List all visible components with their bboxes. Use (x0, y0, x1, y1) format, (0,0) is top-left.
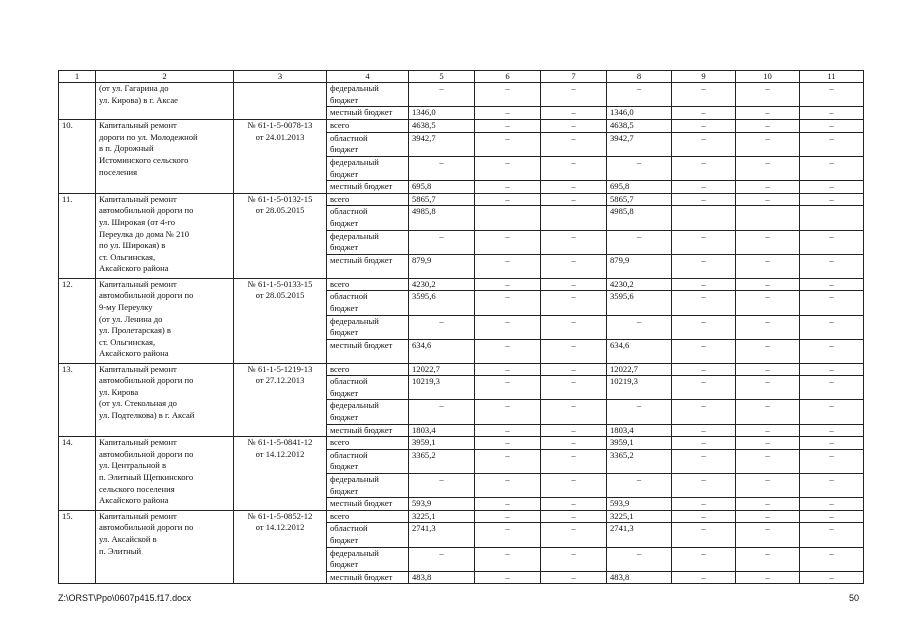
amount-cell: – (541, 107, 607, 120)
work-description: Капитальный ремонт дороги по ул. Молодежной в п. Дорожный Истоминского сельского поселения (96, 120, 234, 194)
amount-cell: – (541, 376, 607, 400)
table-row (59, 363, 864, 376)
amount-cell: – (672, 120, 736, 133)
file-path: Z:\ORST\Ppo\0607p415.f17.docx (58, 593, 192, 603)
amount-cell: – (607, 315, 672, 339)
amount-cell: – (736, 376, 800, 400)
amount-cell: 4985,8 (607, 206, 672, 230)
amount-cell: – (800, 547, 864, 571)
column-number-row (59, 71, 864, 83)
amount-cell: – (800, 474, 864, 498)
budget-table (58, 70, 864, 584)
amount-cell: – (541, 523, 607, 547)
amount-cell (736, 206, 800, 230)
amount-cell: – (800, 523, 864, 547)
funding-source: всего (327, 510, 409, 523)
table-row (59, 120, 864, 133)
amount-cell: – (672, 291, 736, 315)
amount-cell: – (736, 230, 800, 254)
amount-cell: – (736, 339, 800, 363)
amount-cell: – (800, 449, 864, 473)
amount-cell: – (736, 498, 800, 511)
amount-cell: – (541, 230, 607, 254)
amount-cell: 1803,4 (409, 424, 475, 437)
funding-source: местный бюджет (327, 107, 409, 120)
amount-cell: – (800, 132, 864, 156)
column-number-5: 5 (409, 71, 475, 83)
page-number: 50 (848, 593, 859, 603)
amount-cell: – (672, 437, 736, 450)
amount-cell: – (800, 83, 864, 107)
amount-cell: – (607, 474, 672, 498)
amount-cell: – (672, 498, 736, 511)
table-body (59, 71, 864, 584)
amount-cell: 10219,3 (607, 376, 672, 400)
amount-cell: – (541, 571, 607, 584)
amount-cell: 483,8 (607, 571, 672, 584)
row-number: 13. (59, 363, 96, 437)
amount-cell: 3595,6 (607, 291, 672, 315)
amount-cell: – (736, 254, 800, 278)
amount-cell: – (800, 193, 864, 206)
amount-cell: – (736, 278, 800, 291)
amount-cell: 12022,7 (607, 363, 672, 376)
amount-cell: – (541, 315, 607, 339)
amount-cell: 634,6 (409, 339, 475, 363)
amount-cell: – (672, 376, 736, 400)
amount-cell: – (800, 107, 864, 120)
funding-source: областной бюджет (327, 449, 409, 473)
amount-cell: – (800, 156, 864, 180)
funding-source: федеральный бюджет (327, 400, 409, 424)
funding-source: всего (327, 363, 409, 376)
amount-cell: – (672, 571, 736, 584)
amount-cell: – (475, 363, 541, 376)
amount-cell: 695,8 (607, 181, 672, 194)
amount-cell: – (409, 400, 475, 424)
amount-cell: – (800, 181, 864, 194)
amount-cell: – (475, 107, 541, 120)
amount-cell: – (541, 547, 607, 571)
amount-cell: – (475, 571, 541, 584)
amount-cell: – (475, 230, 541, 254)
expertise-number: № 61-1-5-0132-15 от 28.05.2015 (234, 193, 327, 278)
amount-cell: – (736, 363, 800, 376)
expertise-number (234, 83, 327, 120)
amount-cell: – (541, 424, 607, 437)
amount-cell: – (475, 339, 541, 363)
funding-source: областной бюджет (327, 291, 409, 315)
amount-cell: – (409, 474, 475, 498)
funding-source: местный бюджет (327, 498, 409, 511)
amount-cell: 4985,8 (409, 206, 475, 230)
amount-cell: – (736, 547, 800, 571)
row-number: 10. (59, 120, 96, 194)
amount-cell: – (672, 132, 736, 156)
amount-cell: – (736, 474, 800, 498)
amount-cell: – (607, 400, 672, 424)
amount-cell: 2741,3 (409, 523, 475, 547)
amount-cell: – (475, 547, 541, 571)
funding-source: областной бюджет (327, 523, 409, 547)
amount-cell: – (475, 474, 541, 498)
expertise-number: № 61-1-5-0133-15 от 28.05.2015 (234, 278, 327, 363)
amount-cell: 3365,2 (607, 449, 672, 473)
amount-cell (800, 206, 864, 230)
work-description: (от ул. Гагарина до ул. Кирова) в г. Аксае (96, 83, 234, 120)
amount-cell: – (541, 291, 607, 315)
amount-cell: 3942,7 (409, 132, 475, 156)
amount-cell: – (800, 437, 864, 450)
amount-cell: 3595,6 (409, 291, 475, 315)
amount-cell: – (475, 315, 541, 339)
column-number-11: 11 (800, 71, 864, 83)
funding-source: местный бюджет (327, 571, 409, 584)
amount-cell: – (541, 83, 607, 107)
amount-cell: 4638,5 (409, 120, 475, 133)
amount-cell: – (800, 424, 864, 437)
amount-cell: – (736, 132, 800, 156)
amount-cell: – (475, 132, 541, 156)
amount-cell: 4230,2 (409, 278, 475, 291)
amount-cell: – (800, 498, 864, 511)
column-number-8: 8 (607, 71, 672, 83)
amount-cell: 879,9 (607, 254, 672, 278)
amount-cell: – (800, 278, 864, 291)
amount-cell: – (800, 376, 864, 400)
amount-cell: – (475, 437, 541, 450)
amount-cell: – (736, 291, 800, 315)
column-number-10: 10 (736, 71, 800, 83)
amount-cell: 593,9 (409, 498, 475, 511)
amount-cell: – (672, 156, 736, 180)
amount-cell: – (800, 291, 864, 315)
amount-cell: 4230,2 (607, 278, 672, 291)
amount-cell: – (475, 156, 541, 180)
amount-cell: 12022,7 (409, 363, 475, 376)
amount-cell: 5865,7 (409, 193, 475, 206)
amount-cell: – (475, 278, 541, 291)
amount-cell: – (672, 193, 736, 206)
column-number-2: 2 (96, 71, 234, 83)
amount-cell: – (736, 523, 800, 547)
amount-cell: 634,6 (607, 339, 672, 363)
funding-source: федеральный бюджет (327, 474, 409, 498)
amount-cell: 10219,3 (409, 376, 475, 400)
amount-cell (541, 206, 607, 230)
amount-cell: – (736, 107, 800, 120)
column-number-4: 4 (327, 71, 409, 83)
amount-cell: – (541, 156, 607, 180)
amount-cell: 1803,4 (607, 424, 672, 437)
amount-cell: 1346,0 (409, 107, 475, 120)
amount-cell: – (672, 449, 736, 473)
column-number-1: 1 (59, 71, 96, 83)
amount-cell: – (475, 400, 541, 424)
amount-cell: – (672, 107, 736, 120)
amount-cell: – (541, 474, 607, 498)
amount-cell: – (541, 181, 607, 194)
amount-cell: 695,8 (409, 181, 475, 194)
amount-cell: – (409, 315, 475, 339)
amount-cell: – (409, 156, 475, 180)
amount-cell: 1346,0 (607, 107, 672, 120)
amount-cell: – (672, 400, 736, 424)
amount-cell: – (800, 230, 864, 254)
funding-source: федеральный бюджет (327, 547, 409, 571)
amount-cell: – (736, 193, 800, 206)
work-description: Капитальный ремонт автомобильной дороги по 9-му Переулку (от ул. Ленина до ул. Пролетарская) в ст. Ольгинская, Аксайского района (96, 278, 234, 363)
amount-cell: – (736, 156, 800, 180)
amount-cell: – (800, 400, 864, 424)
amount-cell: – (541, 400, 607, 424)
row-number: 14. (59, 437, 96, 511)
amount-cell: – (736, 510, 800, 523)
amount-cell: – (475, 181, 541, 194)
amount-cell: – (672, 278, 736, 291)
funding-source: областной бюджет (327, 206, 409, 230)
amount-cell: 879,9 (409, 254, 475, 278)
amount-cell: – (672, 181, 736, 194)
funding-source: всего (327, 193, 409, 206)
amount-cell: – (475, 254, 541, 278)
row-number: 11. (59, 193, 96, 278)
funding-source: федеральный бюджет (327, 315, 409, 339)
amount-cell: – (541, 363, 607, 376)
amount-cell: 2741,3 (607, 523, 672, 547)
amount-cell: – (672, 547, 736, 571)
column-number-7: 7 (541, 71, 607, 83)
amount-cell: – (736, 571, 800, 584)
row-number: 15. (59, 510, 96, 584)
table-row (59, 510, 864, 523)
amount-cell: – (475, 449, 541, 473)
amount-cell: – (672, 510, 736, 523)
amount-cell (672, 206, 736, 230)
amount-cell: – (672, 523, 736, 547)
amount-cell: – (800, 571, 864, 584)
funding-source: местный бюджет (327, 254, 409, 278)
table-row (59, 193, 864, 206)
amount-cell: – (800, 254, 864, 278)
expertise-number: № 61-1-5-0078-13 от 24.01.2013 (234, 120, 327, 194)
amount-cell: – (541, 120, 607, 133)
amount-cell: 483,8 (409, 571, 475, 584)
funding-source: местный бюджет (327, 339, 409, 363)
expertise-number: № 61-1-5-0841-12 от 14.12.2012 (234, 437, 327, 511)
amount-cell: – (409, 83, 475, 107)
amount-cell: – (475, 510, 541, 523)
amount-cell: – (475, 291, 541, 315)
column-number-9: 9 (672, 71, 736, 83)
work-description: Капитальный ремонт автомобильной дороги по ул. Широкая (от 4-го Переулка до дома № 210 по ул. Широкая) в ст. Ольгинская, Аксайского района (96, 193, 234, 278)
amount-cell (475, 206, 541, 230)
amount-cell: – (409, 230, 475, 254)
amount-cell: – (736, 315, 800, 339)
amount-cell: – (672, 363, 736, 376)
amount-cell: – (475, 376, 541, 400)
amount-cell: 3225,1 (409, 510, 475, 523)
amount-cell: 593,9 (607, 498, 672, 511)
amount-cell: – (736, 181, 800, 194)
amount-cell: – (736, 449, 800, 473)
work-description: Капитальный ремонт автомобильной дороги по ул. Аксайской в п. Элитный (96, 510, 234, 584)
table-row (59, 437, 864, 450)
amount-cell: – (672, 230, 736, 254)
amount-cell: – (607, 230, 672, 254)
amount-cell: 3942,7 (607, 132, 672, 156)
amount-cell: – (672, 339, 736, 363)
table-row (59, 278, 864, 291)
amount-cell: – (736, 120, 800, 133)
amount-cell: 3365,2 (409, 449, 475, 473)
amount-cell: – (541, 339, 607, 363)
amount-cell: – (475, 120, 541, 133)
amount-cell: – (475, 193, 541, 206)
amount-cell: – (672, 254, 736, 278)
row-number: 12. (59, 278, 96, 363)
amount-cell: – (541, 278, 607, 291)
amount-cell: – (541, 254, 607, 278)
amount-cell: – (607, 156, 672, 180)
amount-cell: 3959,1 (409, 437, 475, 450)
funding-source: федеральный бюджет (327, 156, 409, 180)
expertise-number: № 61-1-5-0852-12 от 14.12.2012 (234, 510, 327, 584)
amount-cell: – (607, 547, 672, 571)
amount-cell: – (800, 315, 864, 339)
amount-cell: – (541, 510, 607, 523)
amount-cell: – (607, 83, 672, 107)
amount-cell: – (541, 449, 607, 473)
amount-cell: – (541, 437, 607, 450)
funding-source: всего (327, 120, 409, 133)
amount-cell: – (800, 339, 864, 363)
funding-source: областной бюджет (327, 132, 409, 156)
amount-cell: – (475, 523, 541, 547)
row-number (59, 83, 96, 120)
table-row (59, 83, 864, 107)
amount-cell: – (736, 83, 800, 107)
amount-cell: – (800, 510, 864, 523)
amount-cell: – (475, 83, 541, 107)
funding-source: федеральный бюджет (327, 83, 409, 107)
funding-source: местный бюджет (327, 181, 409, 194)
work-description: Капитальный ремонт автомобильной дороги по ул. Центральной в п. Элитный Щепкинского сельского поселения Аксайского района (96, 437, 234, 511)
amount-cell: 3225,1 (607, 510, 672, 523)
work-description: Капитальный ремонт автомобильной дороги по ул. Кирова (от ул. Стекольная до ул. Подтелкова) в г. Аксай (96, 363, 234, 437)
funding-source: местный бюджет (327, 424, 409, 437)
amount-cell: – (475, 498, 541, 511)
funding-source: всего (327, 278, 409, 291)
column-number-6: 6 (475, 71, 541, 83)
amount-cell: – (736, 437, 800, 450)
column-number-3: 3 (234, 71, 327, 83)
amount-cell: – (672, 83, 736, 107)
funding-source: федеральный бюджет (327, 230, 409, 254)
amount-cell: – (541, 132, 607, 156)
amount-cell: – (736, 400, 800, 424)
amount-cell: – (541, 498, 607, 511)
funding-source: областной бюджет (327, 376, 409, 400)
amount-cell: – (475, 424, 541, 437)
funding-source: всего (327, 437, 409, 450)
expertise-number: № 61-1-5-1219-13 от 27.12.2013 (234, 363, 327, 437)
amount-cell: – (672, 474, 736, 498)
amount-cell: – (800, 120, 864, 133)
amount-cell: – (672, 424, 736, 437)
amount-cell: 3959,1 (607, 437, 672, 450)
amount-cell: – (672, 315, 736, 339)
amount-cell: – (736, 424, 800, 437)
amount-cell: – (800, 363, 864, 376)
amount-cell: 4638,5 (607, 120, 672, 133)
amount-cell: – (409, 547, 475, 571)
amount-cell: – (541, 193, 607, 206)
amount-cell: 5865,7 (607, 193, 672, 206)
